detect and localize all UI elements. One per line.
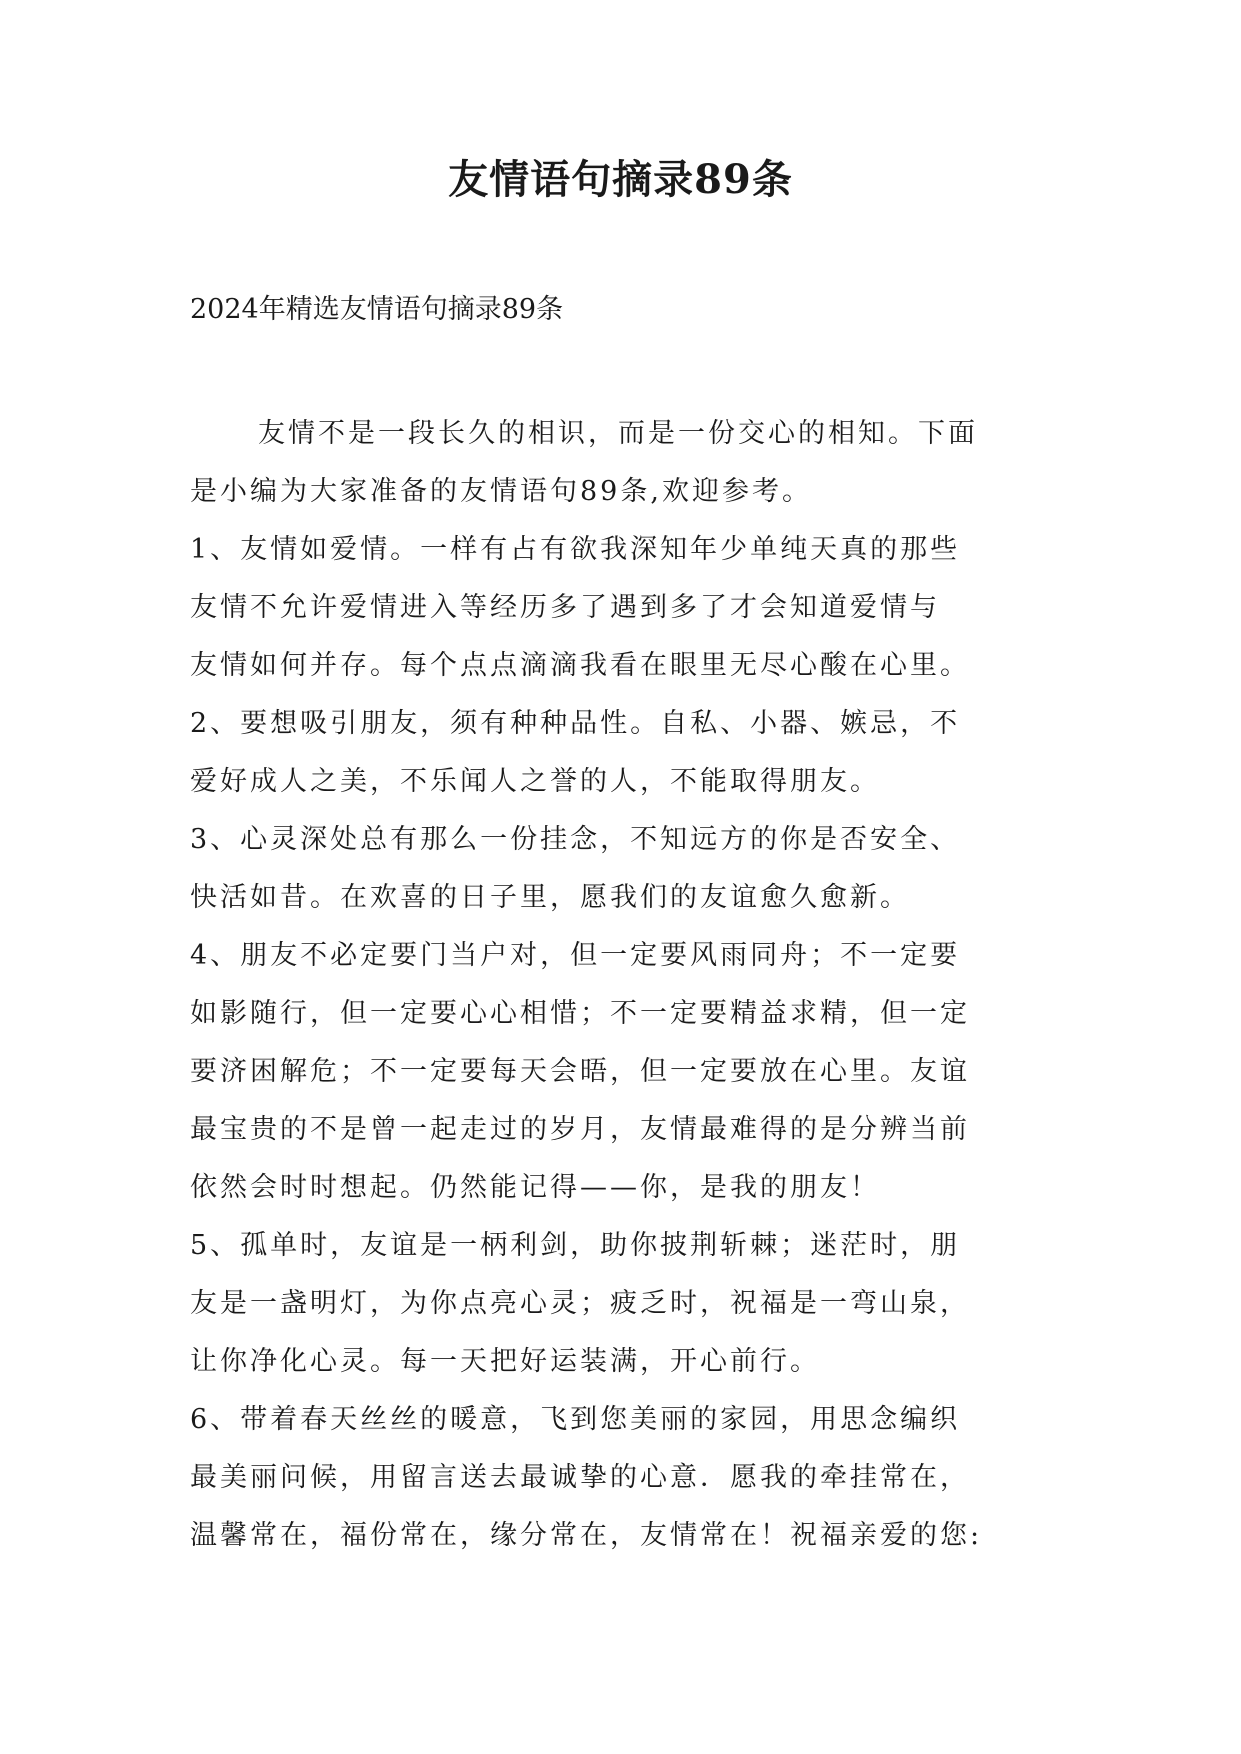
document-body — [190, 405, 1070, 1565]
document-subtitle: 2024年精选友情语句摘录89条 — [190, 294, 564, 325]
text-line: 要济困解危；不一定要每天会晤，但一定要放在心里。友谊 — [190, 1056, 970, 1087]
document-title: 友情语句摘录89条 — [448, 156, 793, 203]
text-line: 快活如昔。在欢喜的日子里，愿我们的友谊愈久愈新。 — [190, 882, 910, 913]
text-line: 5、孤单时，友谊是一柄利剑，助你披荆斩棘；迷茫时，朋 — [190, 1230, 961, 1261]
text-line: 依然会时时想起。仍然能记得——你，是我的朋友！ — [190, 1172, 880, 1203]
text-line: 爱好成人之美，不乐闻人之誉的人，不能取得朋友。 — [190, 766, 880, 797]
text-line: 友情如何并存。每个点点滴滴我看在眼里无尽心酸在心里。 — [190, 650, 970, 681]
text-line: 4、朋友不必定要门当户对，但一定要风雨同舟；不一定要 — [190, 940, 961, 971]
text-line: 最美丽问候，用留言送去最诚挚的心意．愿我的牵挂常在， — [190, 1462, 970, 1493]
text-line: 让你净化心灵。每一天把好运装满，开心前行。 — [190, 1346, 820, 1377]
text-line: 是小编为大家准备的友情语句89条,欢迎参考。 — [190, 476, 812, 507]
text-line: 友是一盏明灯，为你点亮心灵；疲乏时，祝福是一弯山泉， — [190, 1288, 970, 1319]
text-line: 友情不是一段长久的相识，而是一份交心的相知。下面 — [258, 418, 978, 449]
text-line: 如影随行，但一定要心心相惜；不一定要精益求精，但一定 — [190, 998, 970, 1029]
text-line: 3、心灵深处总有那么一份挂念，不知远方的你是否安全、 — [190, 824, 961, 855]
text-line: 友情不允许爱情进入等经历多了遇到多了才会知道爱情与 — [190, 592, 940, 623]
text-line: 2、要想吸引朋友，须有种种品性。自私、小器、嫉忌，不 — [190, 708, 961, 739]
text-line: 最宝贵的不是曾一起走过的岁月，友情最难得的是分辨当前 — [190, 1114, 970, 1145]
text-line: 6、带着春天丝丝的暖意，飞到您美丽的家园，用思念编织 — [190, 1404, 961, 1435]
text-line: 温馨常在，福份常在，缘分常在，友情常在！祝福亲爱的您: — [190, 1520, 983, 1551]
text-line: 1、友情如爱情。一样有占有欲我深知年少单纯天真的那些 — [190, 534, 961, 565]
